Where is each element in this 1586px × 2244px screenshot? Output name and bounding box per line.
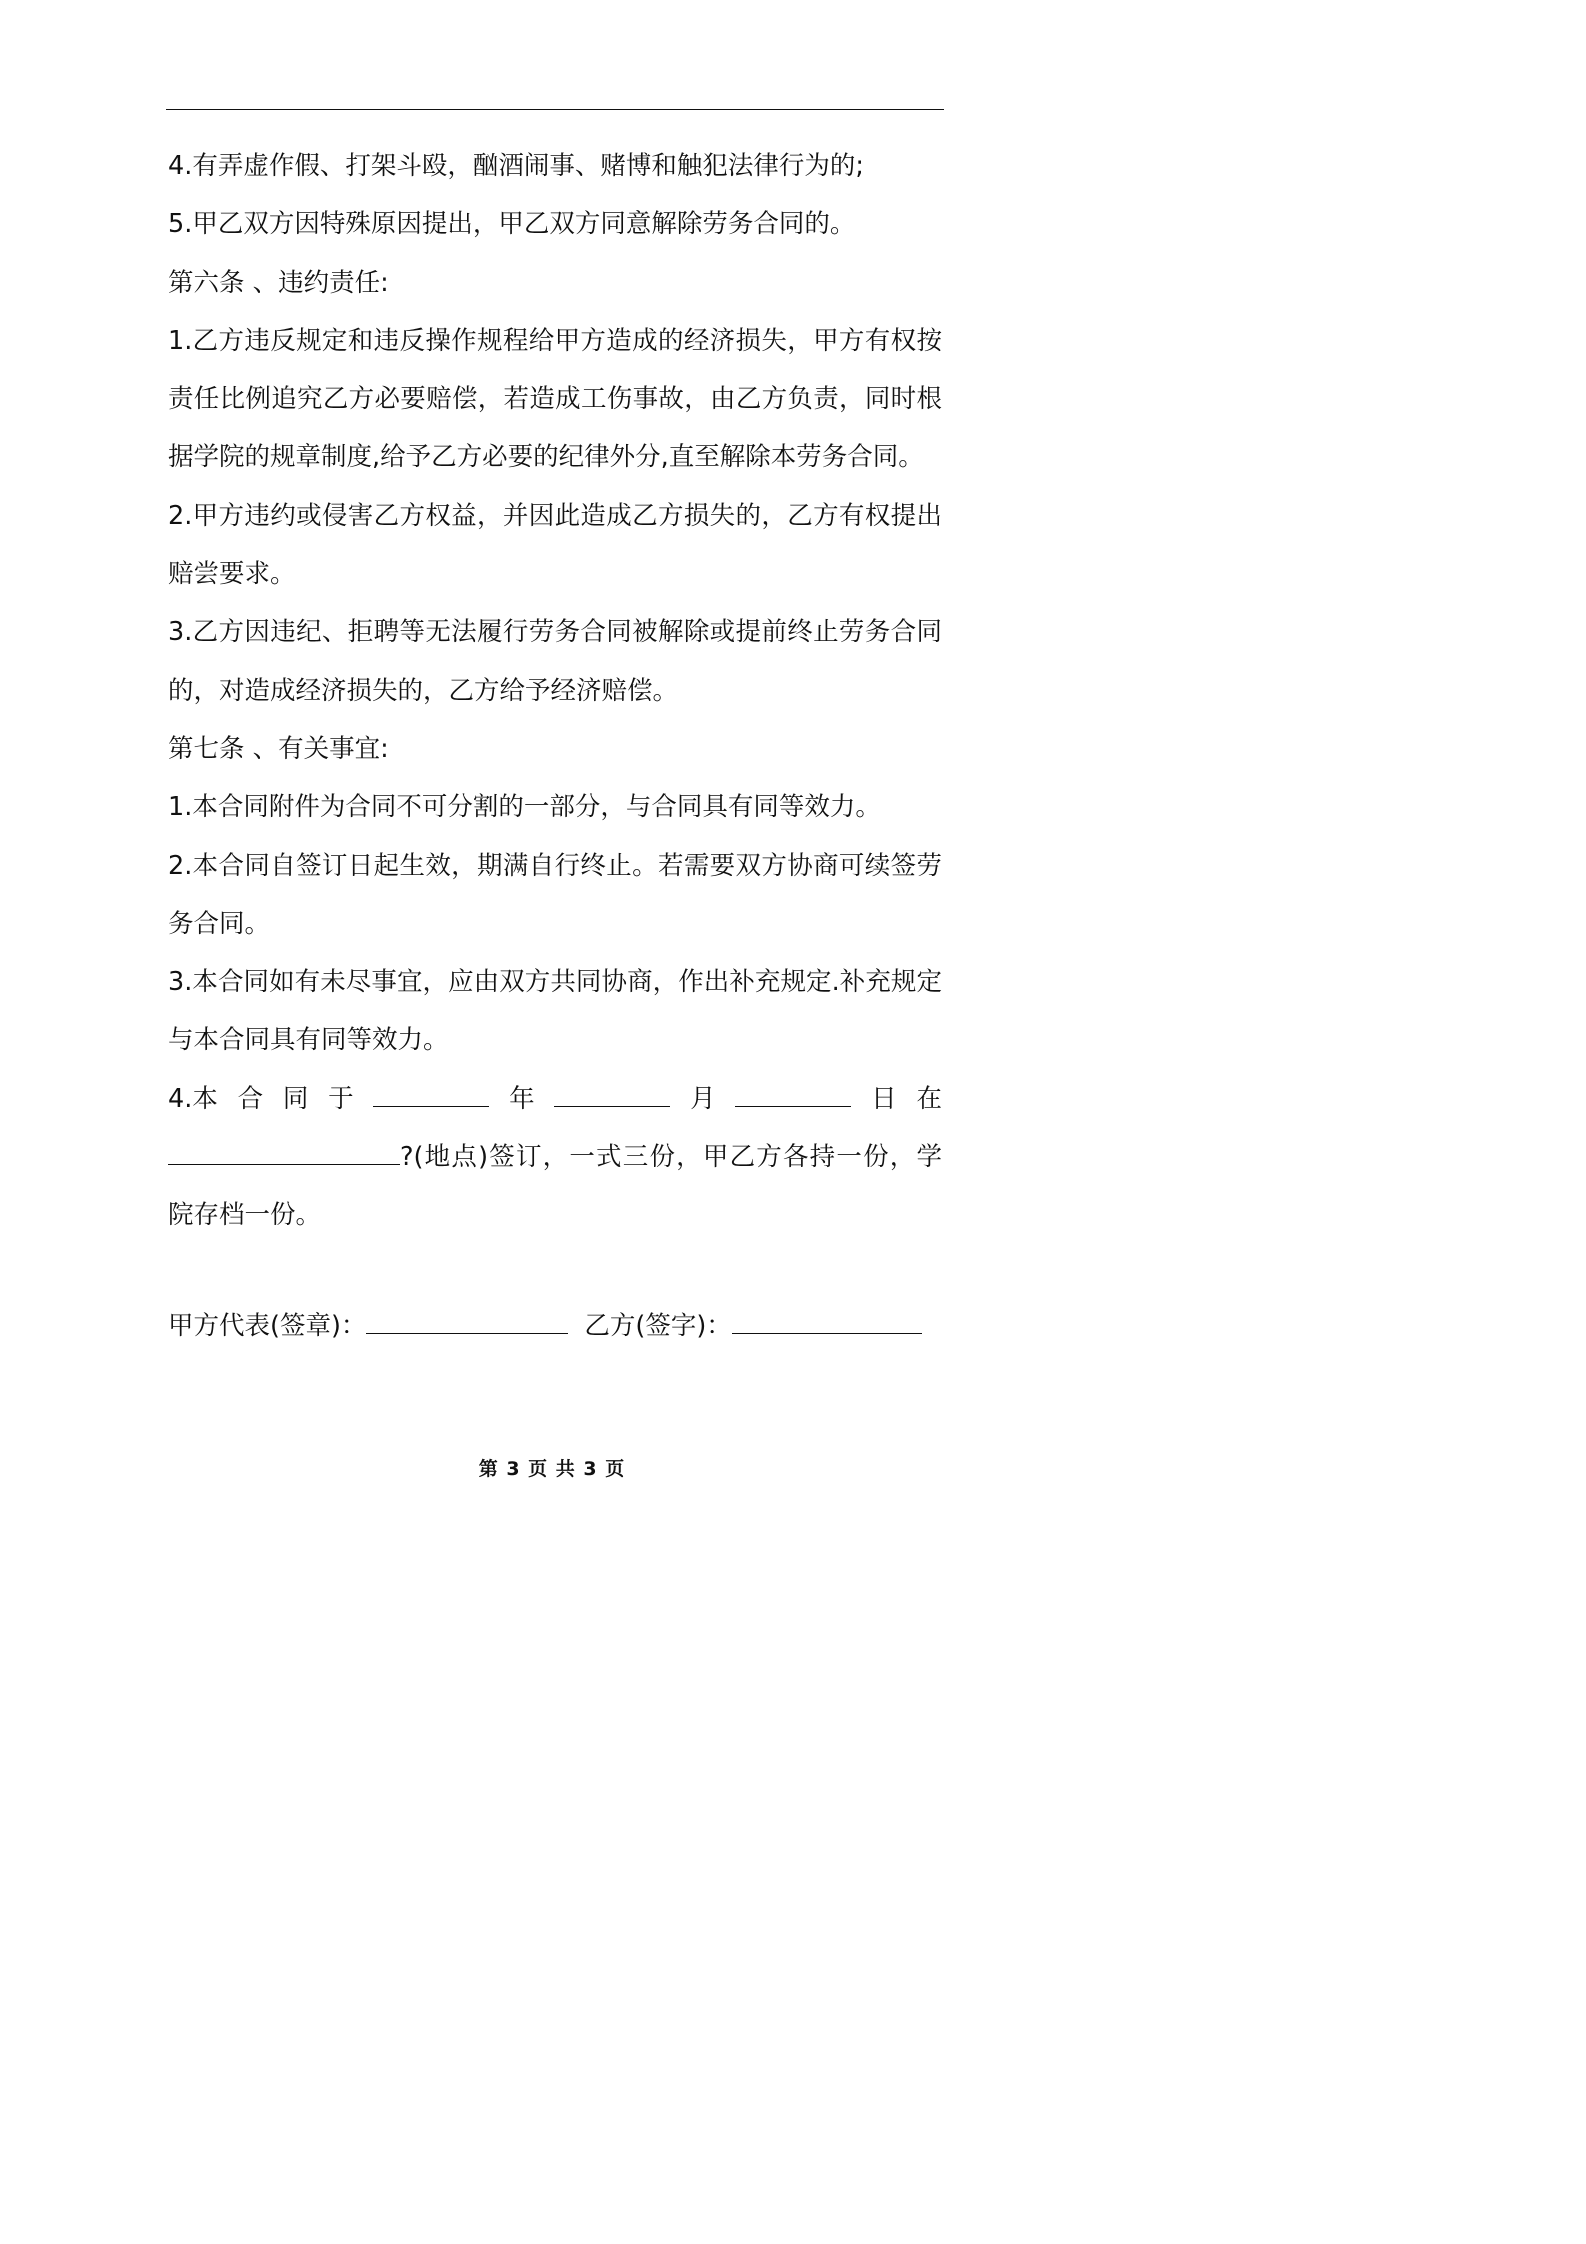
year-blank[interactable] — [373, 1083, 489, 1107]
signature-line — [168, 1297, 942, 1355]
at-label: 在 — [916, 1083, 942, 1114]
date-char-3: 同 — [282, 1083, 309, 1114]
date-char-2: 合 — [237, 1083, 264, 1114]
page-footer: 第 3 页 共 3 页 — [478, 1458, 626, 1480]
party-a-signature-blank[interactable] — [366, 1310, 568, 1334]
clause-6-2: 2.甲方违约或侵害乙方权益，并因此造成乙方损失的，乙方有权提出赔尝要求。 — [168, 500, 942, 590]
clause-6-3: 3.乙方因违纪、拒聘等无法履行劳务合同被解除或提前终止劳务合同的，对造成经济损失的，乙方给予经济赔偿。 — [168, 617, 942, 706]
party-a-label: 甲方代表(签章)： — [168, 1311, 367, 1341]
clause-7-4-date-line — [168, 1070, 942, 1128]
header-rule — [166, 109, 944, 110]
clause-6-1: 1.乙方违反规定和违反操作规程给甲方造成的经济损失，甲方有权按责任比例追究乙方必要赔偿，若造成工伤事故，由乙方负责，同时根据学院的规章制度,给予乙方必要的纪律外分,直至解除本劳务合同。 — [168, 325, 942, 473]
clause-7-3: 3.本合同如有未尽事宜，应由双方共同协商，作出补充规定.补充规定与本合同具有同等效力。 — [168, 967, 942, 1056]
date-char-1: 4.本 — [168, 1083, 218, 1114]
article-7-title: 第七条 、有关事宜: — [168, 733, 389, 764]
day-blank[interactable] — [735, 1083, 851, 1107]
article-6-title: 第六条 、违约责任: — [168, 267, 389, 298]
place-blank[interactable] — [168, 1141, 400, 1165]
document-body — [168, 137, 942, 1245]
clause-7-1: 1.本合同附件为合同不可分割的一部分，与合同具有同等效力。 — [168, 792, 881, 823]
clause-5-5: 5.甲乙双方因特殊原因提出，甲乙双方同意解除劳务合同的。 — [168, 209, 856, 240]
date-char-4: 于 — [328, 1083, 354, 1114]
day-label: 日 — [871, 1083, 897, 1114]
party-b-signature-blank[interactable] — [732, 1310, 922, 1334]
clause-7-2: 2.本合同自签订日起生效，期满自行终止。若需要双方协商可续签劳务合同。 — [168, 850, 942, 939]
year-label: 年 — [509, 1083, 535, 1114]
clause-7-4-rest: ?(地点)签订，一式三份，甲乙方各持一份，学院存档一份。 — [168, 1142, 942, 1231]
month-label: 月 — [690, 1083, 716, 1114]
clause-5-4: 4.有弄虚作假、打架斗殴，酗酒闹事、赌博和触犯法律行为的; — [168, 151, 864, 181]
clause-7-4-place — [168, 1128, 942, 1245]
party-b-label: 乙方(签字)： — [584, 1311, 732, 1341]
month-blank[interactable] — [554, 1083, 670, 1107]
